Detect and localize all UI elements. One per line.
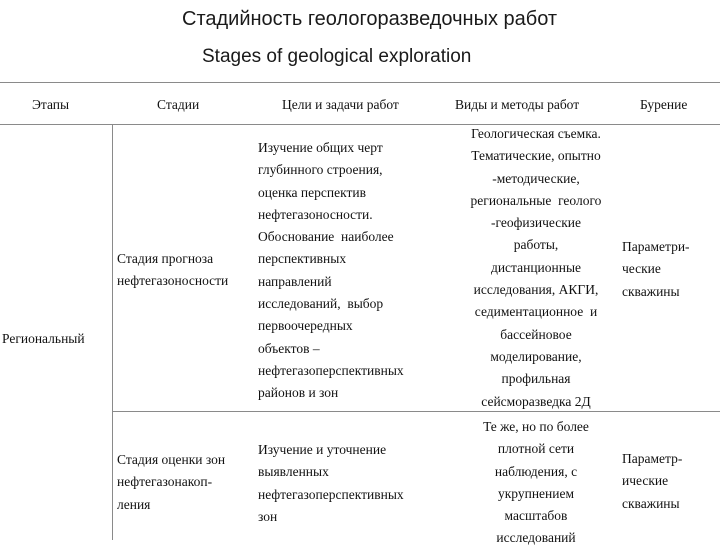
- row1-phase: Стадия прогноза нефтегазоносности: [117, 251, 229, 289]
- header-goals: Цели и задачи работ: [282, 97, 399, 112]
- stage-regional: Региональный: [2, 331, 85, 346]
- header-stages: Этапы: [32, 97, 70, 112]
- title-english: Stages of geological exploration: [202, 46, 472, 67]
- row1-goals: Изучение общих черт глубинного строения, оценка перспектив нефтегазоносности. Обоснование наиболее перспективных направлений исследований, выбор первоочередных объектов – нефтегазоперспективных районов и зон: [258, 140, 404, 401]
- row2-methods: Те же, но по более плотной сети наблюдения, с укрупнением масштабов исследований: [483, 419, 589, 546]
- row2-drilling: Параметр- ические скважины: [622, 451, 683, 511]
- row2-goals: Изучение и уточнение выявленных нефтегазоперспективных зон: [258, 442, 404, 524]
- header-drilling: Бурение: [640, 97, 688, 112]
- title-russian: Стадийность геологоразведочных работ: [182, 8, 558, 30]
- header-phases: Стадии: [157, 97, 200, 112]
- header-methods: Виды и методы работ: [455, 97, 580, 112]
- row1-methods: Геологическая съемка. Тематические, опытно -методические, региональные геолого -геофизические работы, дистанционные исследования, АКГИ, седиментационное и бассейновое моделирование, профильная сейсморазведка 2Д: [470, 126, 602, 409]
- table-top-rule: [0, 82, 720, 83]
- row2-phase: Стадия оценки зон нефтегазонакоп- ления: [117, 452, 226, 512]
- row-divider-rule: [112, 411, 720, 412]
- column-divider-1: [112, 124, 113, 540]
- row1-drilling: Параметри- ческие скважины: [622, 239, 690, 299]
